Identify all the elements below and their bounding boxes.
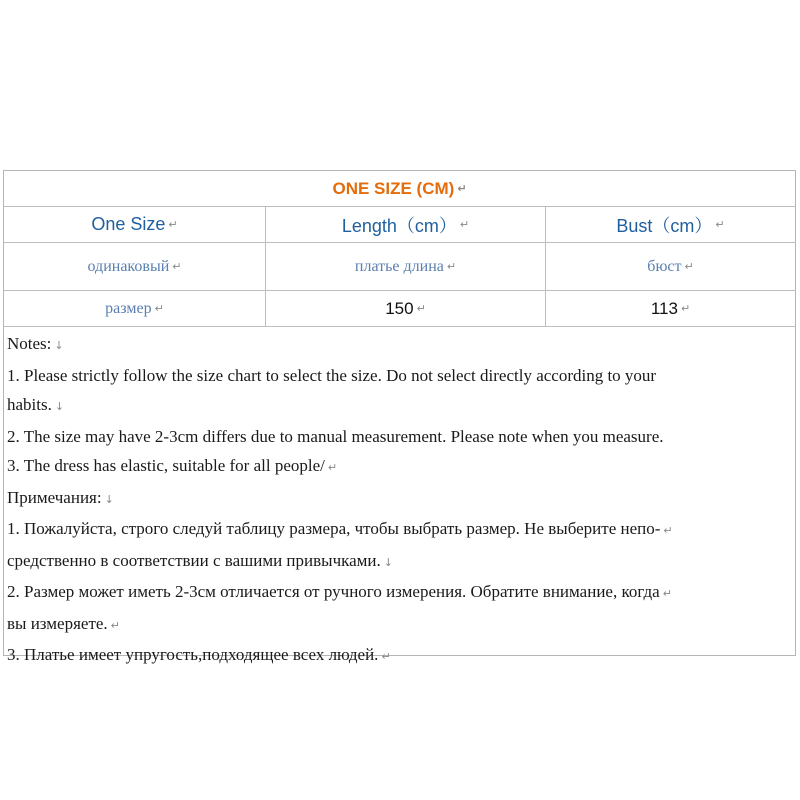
russian-header-cell	[4, 243, 266, 290]
paragraph-mark-icon: ↵	[154, 302, 164, 315]
length-value: 150	[385, 298, 414, 318]
paragraph-mark-icon: ↵	[662, 587, 672, 600]
paragraph-mark-icon: ↓	[104, 492, 114, 506]
notes-line: вы измеряете. ↵	[7, 613, 120, 633]
russian-header-bust: бюст	[647, 257, 682, 275]
row-label: размер	[105, 299, 152, 317]
russian-header-one-size: одинаковый	[87, 257, 170, 275]
size-chart-frame	[3, 170, 796, 664]
notes-line: habits. ↓	[7, 395, 65, 414]
russian-header-length: платье длина	[354, 257, 444, 275]
header-row	[4, 207, 795, 243]
row-label-cell	[4, 291, 266, 326]
paragraph-mark-icon: ↵	[459, 218, 470, 231]
header-cell	[546, 207, 795, 242]
notes-section	[7, 329, 787, 672]
paragraph-mark-icon: ↵	[684, 260, 694, 273]
notes-line: 1. Пожалуйста, строго следуй таблицу размера, чтобы выбрать размер. Не выберите непо- ↵	[7, 519, 673, 538]
paragraph-mark-icon: ↵	[416, 302, 426, 315]
header-bust: Bust（cm）	[616, 215, 713, 236]
paragraph-mark-icon: ↵	[446, 260, 457, 273]
notes-line: 2. Размер может иметь 2-3см отличается от ручного измерения. Обратите внимание, когда ↵	[7, 582, 672, 601]
paragraph-mark-icon: ↵	[168, 218, 178, 231]
notes-line: средственно в соответствии с вашими привычками. ↓	[7, 550, 393, 570]
paragraph-mark-icon: ↵	[715, 218, 725, 231]
bust-value: 113	[650, 298, 678, 318]
table-row	[4, 291, 795, 327]
paragraph-mark-icon: ↵	[381, 650, 391, 663]
notes-line: 3. Платье имеет упругость,подходящее всех людей. ↵	[7, 645, 391, 664]
notes-line: Notes: ↓	[7, 334, 64, 353]
header-length: Length（cm）	[341, 215, 457, 236]
russian-header-cell	[266, 243, 546, 290]
notes-line: 3. The dress has elastic, suitable for all people/ ↵	[7, 456, 338, 475]
paragraph-mark-icon: ↓	[54, 339, 64, 352]
value-cell	[546, 291, 795, 326]
paragraph-mark-icon: ↵	[680, 302, 691, 315]
paragraph-mark-icon: ↓	[383, 555, 393, 569]
russian-header-row	[4, 243, 795, 291]
paragraph-mark-icon: ↓	[54, 400, 65, 413]
header-one-size: One Size	[91, 214, 166, 234]
russian-header-cell	[546, 243, 795, 290]
value-cell	[266, 291, 546, 326]
paragraph-mark-icon: ↵	[457, 182, 467, 195]
paragraph-mark-icon: ↵	[110, 618, 120, 632]
notes-line: 2. The size may have 2-3cm differs due to manual measurement. Please note when you measure.	[7, 426, 664, 446]
table-title-row	[4, 171, 795, 207]
notes-line: 1. Please strictly follow the size chart to select the size. Do not select directly according to your	[7, 365, 657, 385]
paragraph-mark-icon: ↵	[327, 461, 338, 474]
paragraph-mark-icon: ↵	[172, 260, 182, 273]
table-title: ONE SIZE (CM)	[332, 178, 455, 198]
notes-line: Примечания: ↓	[7, 487, 114, 507]
header-cell	[4, 207, 266, 242]
paragraph-mark-icon: ↵	[663, 524, 673, 537]
header-cell	[266, 207, 546, 242]
